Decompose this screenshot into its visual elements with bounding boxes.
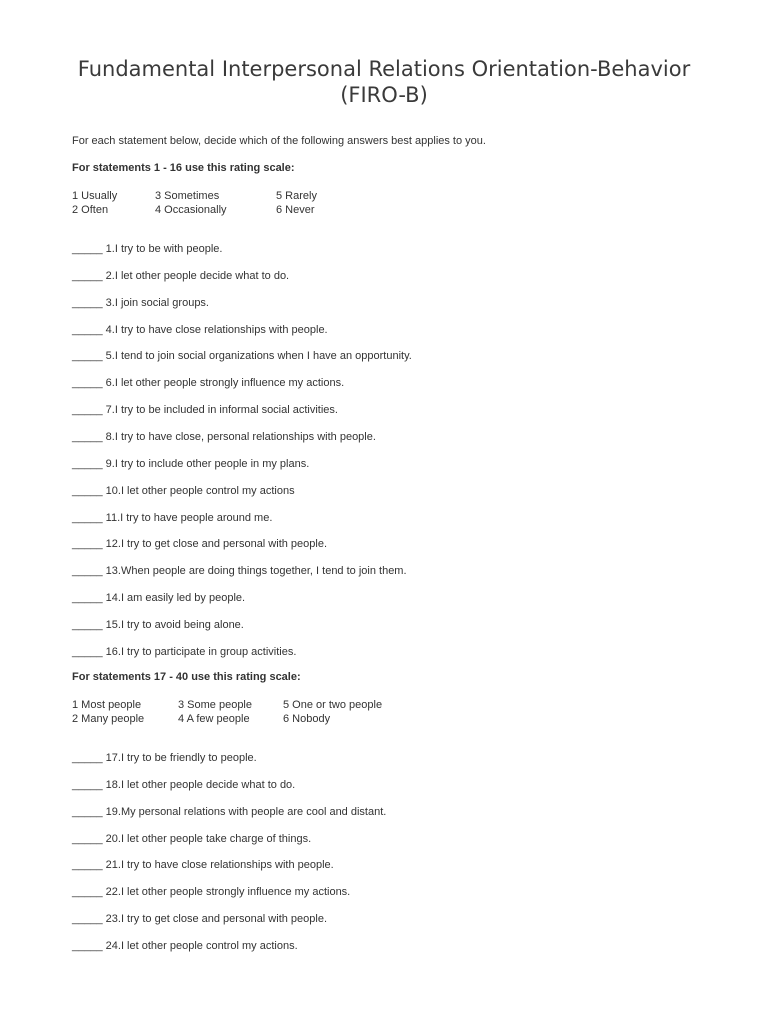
answer-blank[interactable]: _____ xyxy=(72,484,103,497)
scale-option: 1 Usually xyxy=(72,190,118,202)
answer-blank[interactable]: _____ xyxy=(72,913,103,926)
statement-text: 5.I tend to join social organizations when I have an opportunity. xyxy=(105,350,412,363)
answer-blank[interactable]: _____ xyxy=(72,243,103,255)
statement-item xyxy=(72,592,245,604)
scale-option: 1 Most people xyxy=(72,699,142,711)
answer-blank[interactable]: _____ xyxy=(72,565,103,578)
section-2-heading: For statements 17 - 40 use this rating scale: xyxy=(72,671,301,683)
statement-item xyxy=(72,377,344,389)
statement-item xyxy=(72,512,272,524)
answer-blank[interactable]: _____ xyxy=(72,645,103,658)
statement-item xyxy=(72,646,296,658)
statement-item xyxy=(72,806,386,818)
statement-item xyxy=(72,458,309,470)
answer-blank[interactable]: _____ xyxy=(72,404,103,417)
statement-text: 10.I let other people control my actions xyxy=(105,484,295,497)
statement-item xyxy=(72,297,209,309)
statement-item xyxy=(72,404,338,416)
scale-option: 5 Rarely xyxy=(276,190,317,202)
statement-item xyxy=(72,431,376,443)
answer-blank[interactable]: _____ xyxy=(72,859,103,872)
statement-text: 19.My personal relations with people are cool and distant. xyxy=(105,805,387,818)
scale-option: 2 Many people xyxy=(72,713,145,725)
statement-item xyxy=(72,485,295,497)
statement-text: 1.I try to be with people. xyxy=(105,243,223,255)
answer-blank[interactable]: _____ xyxy=(72,457,103,470)
statement-item xyxy=(72,833,311,845)
statement-item xyxy=(72,538,327,550)
scale-option: 3 Sometimes xyxy=(155,190,220,202)
statement-item xyxy=(72,913,327,925)
statement-text: 2.I let other people decide what to do. xyxy=(105,269,290,282)
section-1-heading: For statements 1 - 16 use this rating scale: xyxy=(72,162,295,174)
scale-option: 4 Occasionally xyxy=(155,204,227,216)
statement-text: 16.I try to participate in group activities. xyxy=(105,645,297,658)
scale-option: 4 A few people xyxy=(178,713,250,725)
statement-text: 14.I am easily led by people. xyxy=(105,592,246,605)
statement-text: 15.I try to avoid being alone. xyxy=(105,618,244,631)
answer-blank[interactable]: _____ xyxy=(72,752,103,764)
statement-text: 17.I try to be friendly to people. xyxy=(105,752,257,764)
answer-blank[interactable]: _____ xyxy=(72,886,103,899)
statement-text: 4.I try to have close relationships with people. xyxy=(105,323,328,336)
answer-blank[interactable]: _____ xyxy=(72,430,103,443)
scale-option: 2 Often xyxy=(72,204,109,216)
title-line-2: (FIRO-B) xyxy=(340,83,428,107)
statement-item xyxy=(72,940,298,952)
answer-blank[interactable]: _____ xyxy=(72,778,103,791)
scale-option: 3 Some people xyxy=(178,699,252,711)
statement-text: 11.I try to have people around me. xyxy=(105,511,273,524)
statement-item xyxy=(72,779,295,791)
statement-text: 8.I try to have close, personal relationships with people. xyxy=(105,430,376,443)
statement-text: 3.I join social groups. xyxy=(105,296,209,309)
instructions-text: For each statement below, decide which of the following answers best applies to you. xyxy=(72,135,486,147)
scale-option: 6 Never xyxy=(276,204,315,216)
answer-blank[interactable]: _____ xyxy=(72,538,103,551)
statement-text: 12.I try to get close and personal with people. xyxy=(105,538,328,551)
answer-blank[interactable]: _____ xyxy=(72,805,103,818)
statement-item xyxy=(72,859,334,871)
answer-blank[interactable]: _____ xyxy=(72,323,103,336)
statement-text: 18.I let other people decide what to do. xyxy=(105,778,296,791)
statement-text: 7.I try to be included in informal social activities. xyxy=(105,404,338,417)
page-title xyxy=(0,56,768,108)
statement-text: 9.I try to include other people in my plans. xyxy=(105,457,310,470)
statement-text: 23.I try to get close and personal with people. xyxy=(105,913,328,926)
statement-item xyxy=(72,886,350,898)
statement-text: 20.I let other people take charge of things. xyxy=(105,832,312,845)
answer-blank[interactable]: _____ xyxy=(72,377,103,390)
answer-blank[interactable]: _____ xyxy=(72,832,103,845)
statement-text: 21.I try to have close relationships with people. xyxy=(105,859,334,872)
answer-blank[interactable]: _____ xyxy=(72,592,103,605)
statement-item xyxy=(72,350,412,362)
statement-item xyxy=(72,565,407,577)
title-line-1: Fundamental Interpersonal Relations Orientation-Behavior xyxy=(77,57,691,81)
answer-blank[interactable]: _____ xyxy=(72,296,103,309)
statement-item xyxy=(72,243,222,255)
answer-blank[interactable]: _____ xyxy=(72,939,103,952)
scale-option: 6 Nobody xyxy=(283,713,331,725)
answer-blank[interactable]: _____ xyxy=(72,511,103,524)
statement-text: 13.When people are doing things together, I tend to join them. xyxy=(105,565,407,578)
statement-item xyxy=(72,752,257,764)
statement-item xyxy=(72,619,244,631)
answer-blank[interactable]: _____ xyxy=(72,618,103,631)
scale-option: 5 One or two people xyxy=(283,699,383,711)
statement-text: 22.I let other people strongly influence my actions. xyxy=(105,886,351,899)
statement-item xyxy=(72,324,328,336)
statement-text: 6.I let other people strongly influence my actions. xyxy=(105,377,345,390)
statement-item xyxy=(72,270,289,282)
statement-text: 24.I let other people control my actions. xyxy=(105,939,298,952)
answer-blank[interactable]: _____ xyxy=(72,269,103,282)
answer-blank[interactable]: _____ xyxy=(72,350,103,363)
